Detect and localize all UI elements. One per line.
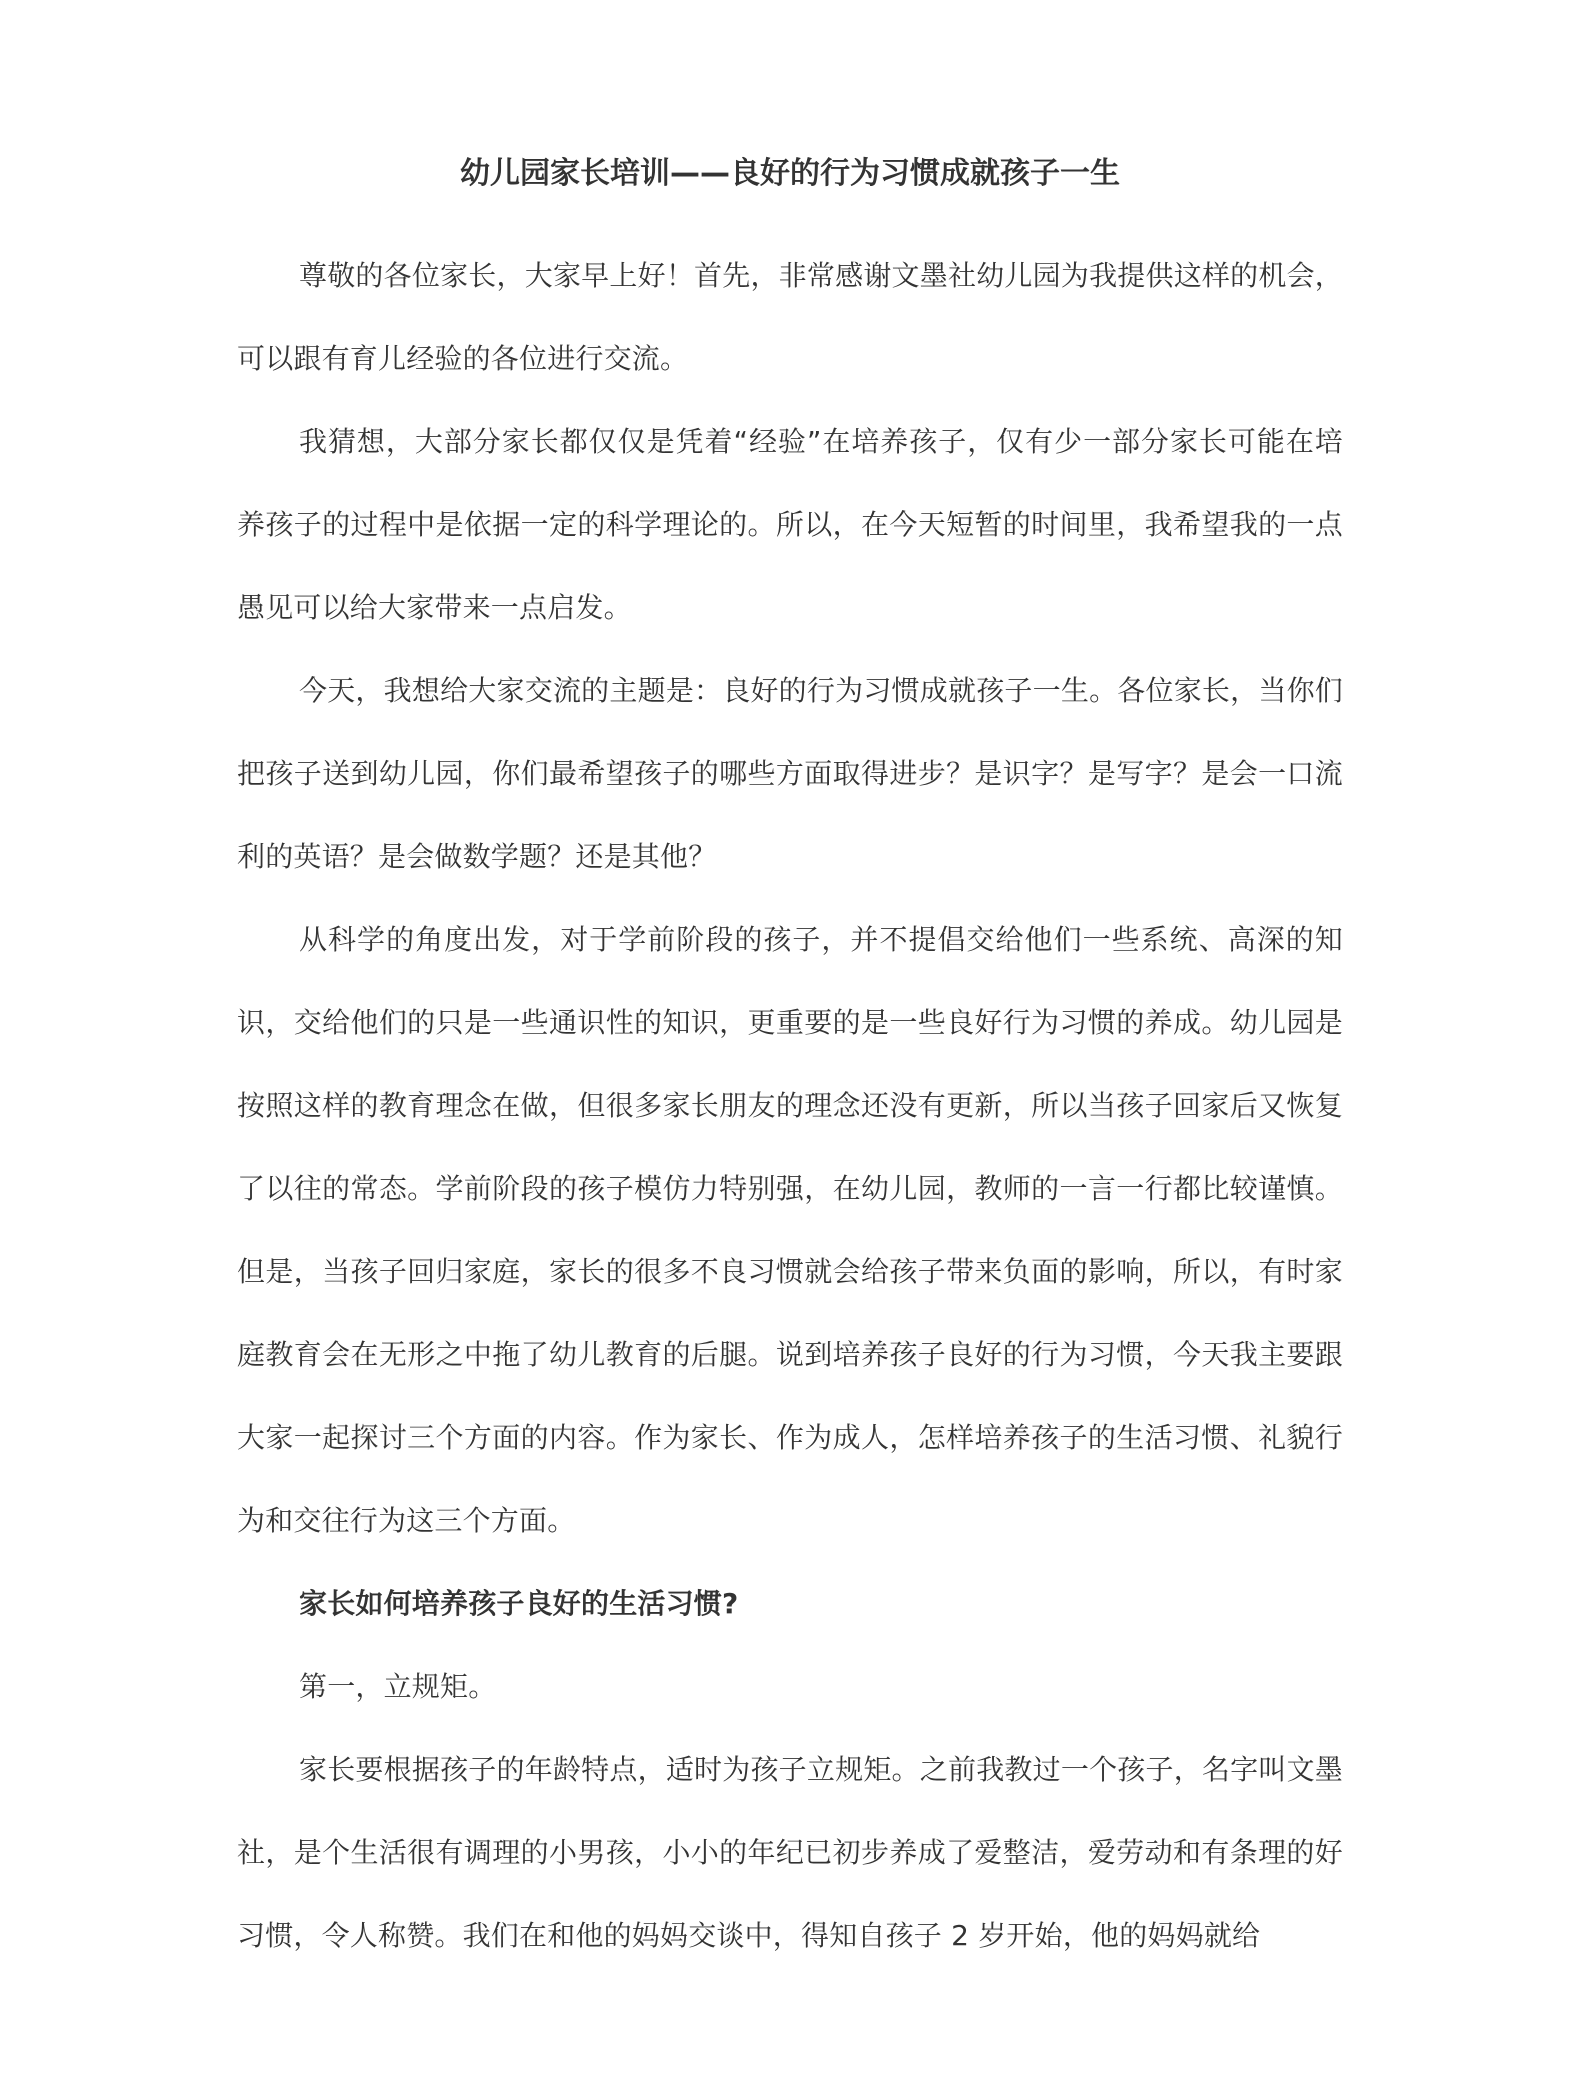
section-heading-life-habits: 家长如何培养孩子良好的生活习惯? — [299, 1587, 739, 1620]
paragraph-assumption: 我猜想，大部分家长都仅仅是凭着“经验”在培养孩子，仅有少一部分家长可能在培养孩子的过程中是依据一定的科学理论的。所以，在今天短暂的时间里，我希望我的一点愚见可以给大家带来一点启发。 — [237, 425, 1343, 624]
paragraph-example: 家长要根据孩子的年龄特点，适时为孩子立规矩。之前我教过一个孩子，名字叫文墨社，是个生活很有调理的小男孩，小小的年纪已初步养成了爱整洁，爱劳动和有条理的好习惯，令人称赞。我们在和他的妈妈交谈中，得知自孩子 2 岁开始，他的妈妈就给 — [237, 1753, 1343, 1952]
paragraph-science: 从科学的角度出发，对于学前阶段的孩子，并不提倡交给他们一些系统、高深的知识，交给他们的只是一些通识性的知识，更重要的是一些良好行为习惯的养成。幼儿园是按照这样的教育理念在做，但很多家长朋友的理念还没有更新，所以当孩子回家后又恢复了以往的常态。学前阶段的孩子模仿力特别强，在幼儿园，教师的一言一行都比较谨慎。但是，当孩子回归家庭，家长的很多不良习惯就会给孩子带来负面的影响，所以，有时家庭教育会在无形之中拖了幼儿教育的后腿。说到培养孩子良好的行为习惯，今天我主要跟大家一起探讨三个方面的内容。作为家长、作为成人，怎样培养孩子的生活习惯、礼貌行为和交往行为这三个方面。 — [237, 923, 1343, 1537]
paragraph-greeting: 尊敬的各位家长，大家早上好！首先，非常感谢文墨社幼儿园为我提供这样的机会，可以跟有育儿经验的各位进行交流。 — [237, 259, 1343, 375]
document-title: 幼儿园家长培训——良好的行为习惯成就孩子一生 — [460, 156, 1120, 191]
document-page — [237, 148, 1343, 1977]
paragraph-topic: 今天，我想给大家交流的主题是：良好的行为习惯成就孩子一生。各位家长，当你们把孩子送到幼儿园，你们最希望孩子的哪些方面取得进步？是识字？是写字？是会一口流利的英语？是会做数学题？还是其他？ — [237, 674, 1343, 873]
paragraph-first-rules: 第一，立规矩。 — [299, 1670, 497, 1703]
